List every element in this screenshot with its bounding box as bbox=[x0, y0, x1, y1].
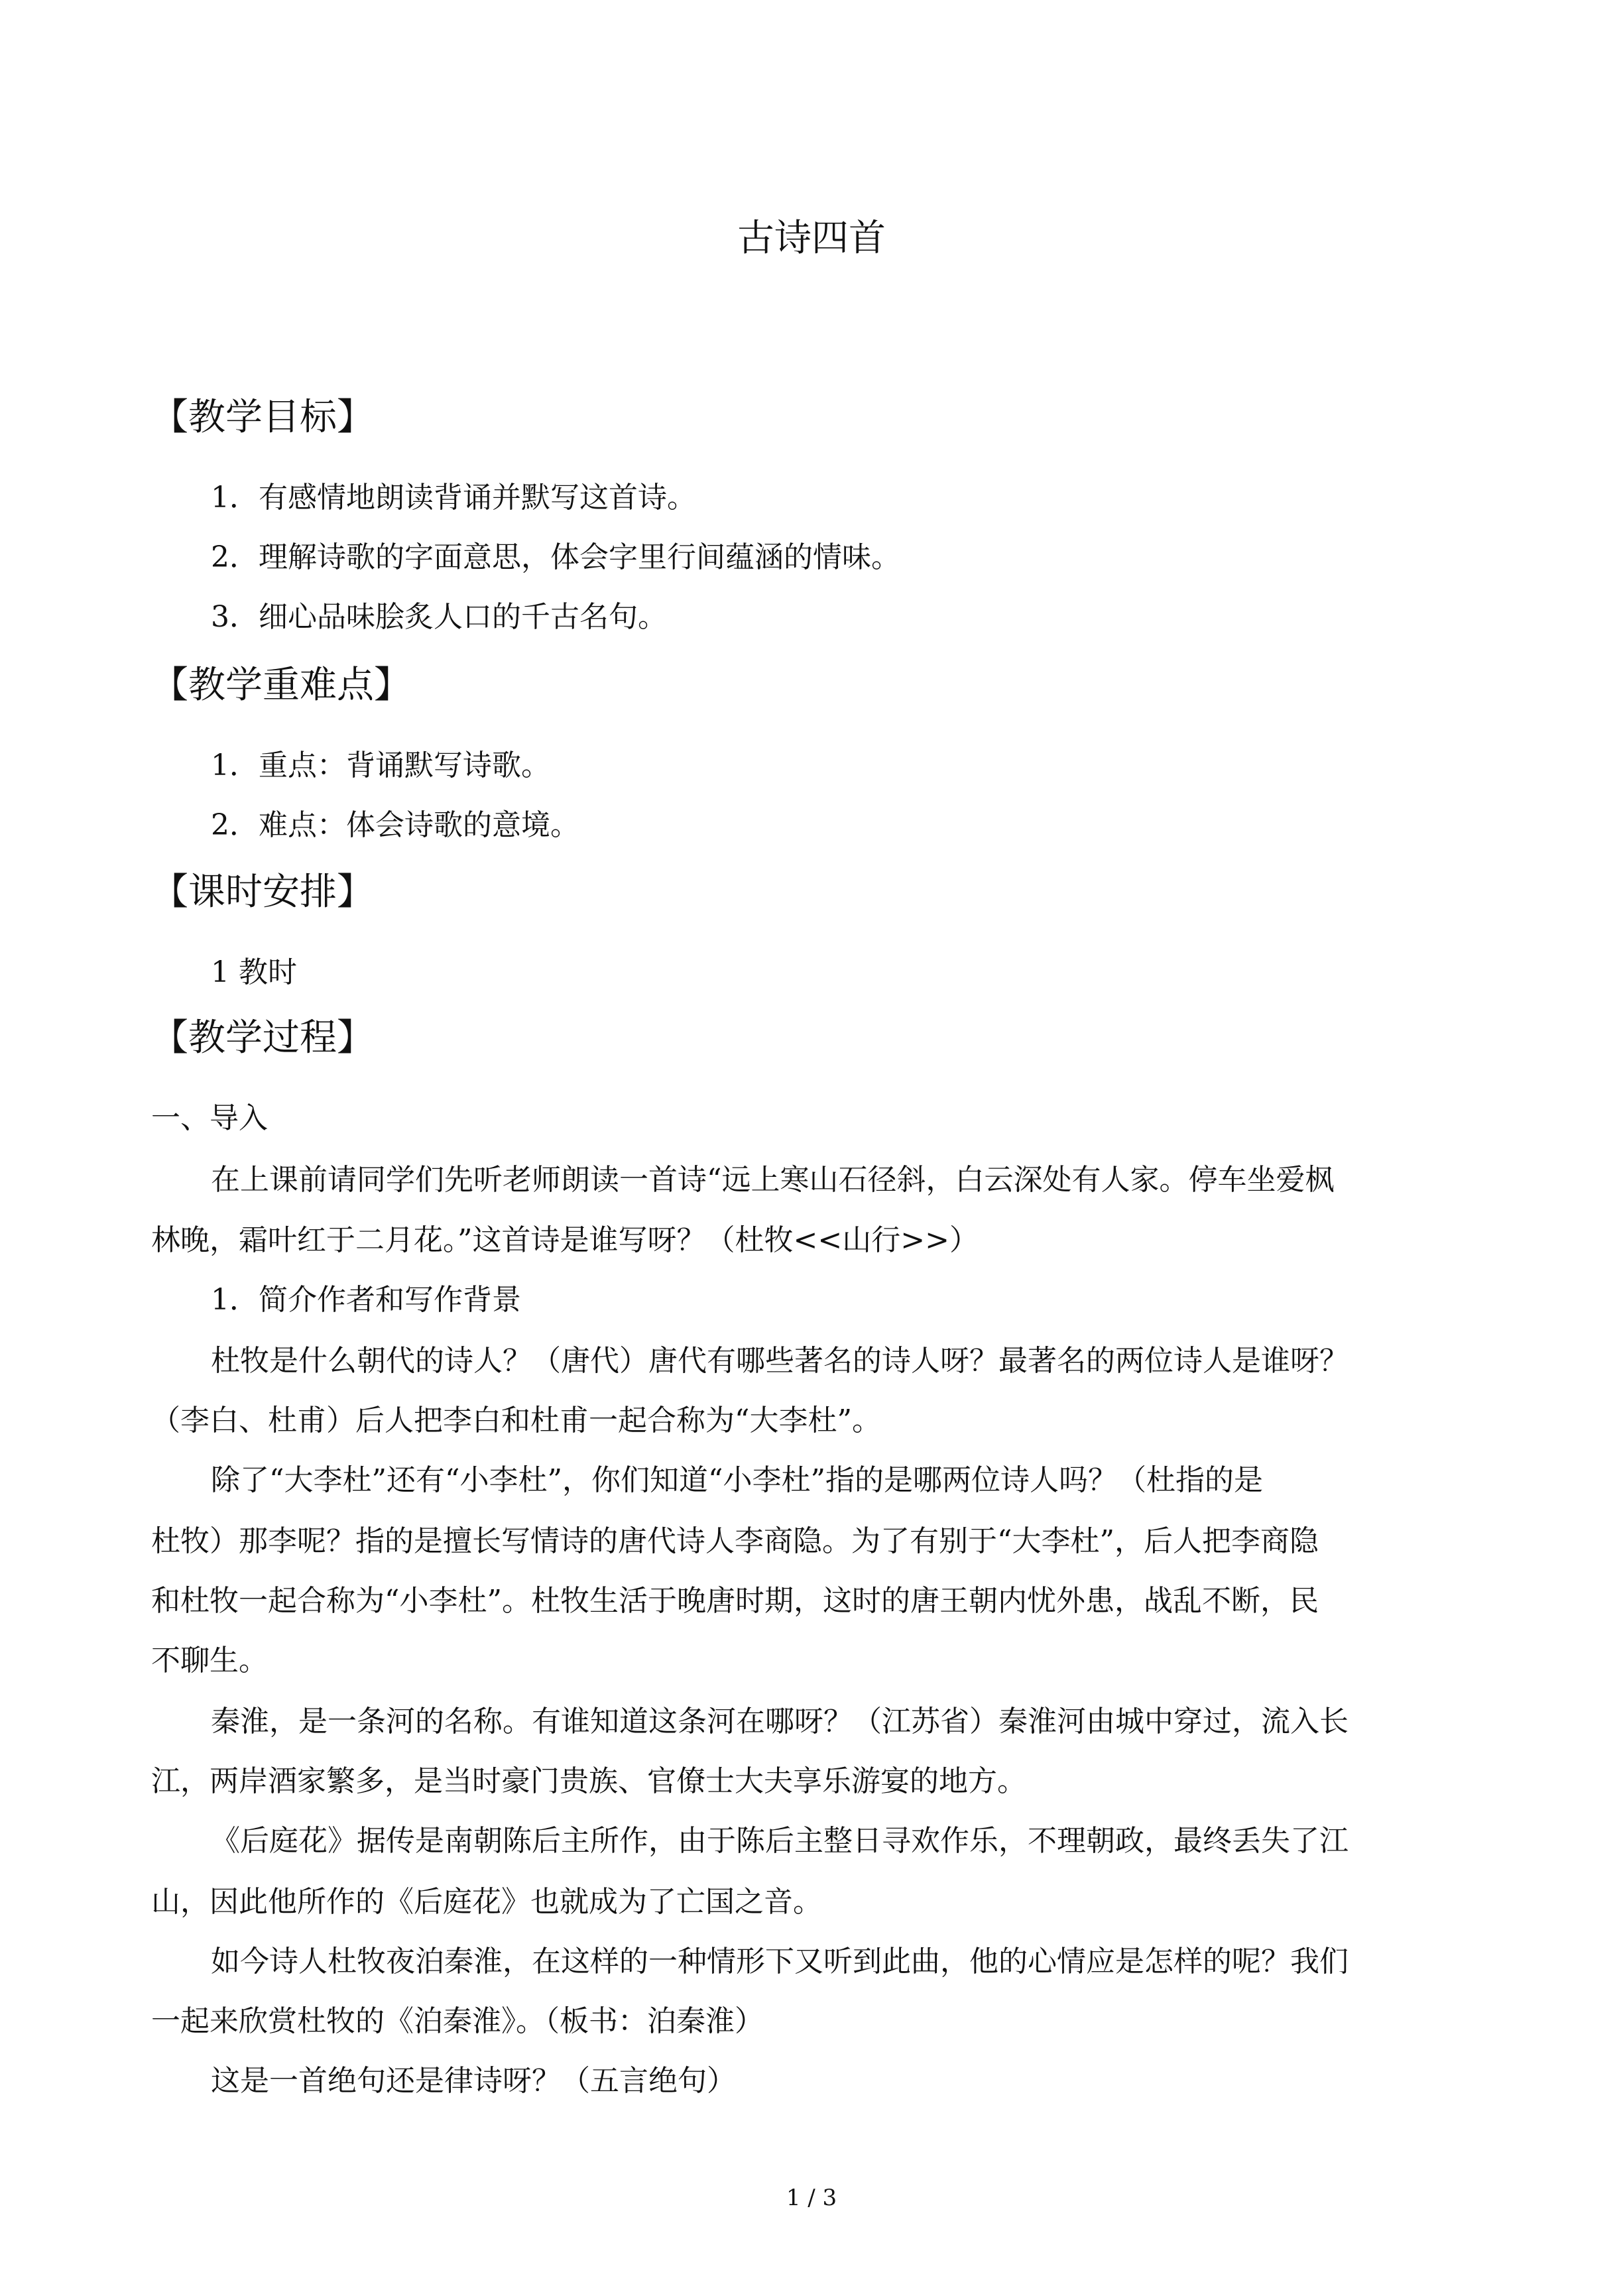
goal-item: 1．有感情地朗读背诵并默写这首诗。 bbox=[211, 481, 696, 514]
page-title: 古诗四首 bbox=[737, 217, 886, 260]
paragraph-line: 林晚，霜叶红于二月花。”这首诗是谁写呀？（杜牧<<山行>>） bbox=[151, 1223, 979, 1257]
paragraph-line: 这是一首绝句还是律诗呀？（五言绝句） bbox=[211, 2064, 736, 2098]
section-heading-schedule: 【课时安排】 bbox=[151, 871, 374, 914]
section-heading-key-points: 【教学重难点】 bbox=[151, 664, 411, 707]
goal-item: 3．细心品味脍炙人口的千古名句。 bbox=[211, 600, 667, 634]
paragraph-line: 不聊生。 bbox=[151, 1644, 268, 1677]
page-number: 1 / 3 bbox=[786, 2185, 837, 2211]
paragraph-line: 山，因此他所作的《后庭花》也就成为了亡国之音。 bbox=[151, 1885, 822, 1919]
section-heading-process: 【教学过程】 bbox=[151, 1016, 374, 1059]
paragraph-line: 《后庭花》据传是南朝陈后主所作，由于陈后主整日寻欢作乐，不理朝政，最终丢失了江 bbox=[211, 1824, 1349, 1858]
goal-item: 2．理解诗歌的字面意思，体会字里行间蕴涵的情味。 bbox=[211, 540, 900, 574]
key-point-item: 1．重点：背诵默写诗歌。 bbox=[211, 749, 550, 782]
paragraph-line: 1．简介作者和写作背景 bbox=[211, 1283, 521, 1317]
paragraph-line: 江，两岸酒家繁多，是当时豪门贵族、官僚士大夫享乐游宴的地方。 bbox=[151, 1764, 1026, 1798]
paragraph-line: 如今诗人杜牧夜泊秦淮，在这样的一种情形下又听到此曲，他的心情应是怎样的呢？我们 bbox=[211, 1945, 1349, 1978]
schedule-text: 1 教时 bbox=[211, 955, 297, 989]
paragraph-line: 除了“大李杜”还有“小李杜”，你们知道“小李杜”指的是哪两位诗人吗？（杜指的是 bbox=[211, 1463, 1263, 1497]
key-point-item: 2．难点：体会诗歌的意境。 bbox=[211, 808, 579, 842]
paragraph-line: 杜牧是什么朝代的诗人？（唐代）唐代有哪些著名的诗人呀？最著名的两位诗人是谁呀？ bbox=[211, 1344, 1349, 1378]
process-subheading: 一、导入 bbox=[151, 1101, 268, 1135]
paragraph-line: 秦淮，是一条河的名称。有谁知道这条河在哪呀？（江苏省）秦淮河由城中穿过，流入长 bbox=[211, 1705, 1349, 1738]
paragraph-line: 一起来欣赏杜牧的《泊秦淮》。（板书：泊秦淮） bbox=[151, 2004, 764, 2038]
paragraph-line: （李白、杜甫）后人把李白和杜甫一起合称为“大李杜”。 bbox=[151, 1404, 881, 1437]
paragraph-line: 杜牧）那李呢？指的是擅长写情诗的唐代诗人李商隐。为了有别于“大李杜”，后人把李商隐 bbox=[151, 1524, 1319, 1558]
paragraph-line: 和杜牧一起合称为“小李杜”。杜牧生活于晚唐时期，这时的唐王朝内忧外患，战乱不断，民 bbox=[151, 1584, 1319, 1618]
section-heading-goals: 【教学目标】 bbox=[151, 396, 374, 439]
paragraph-line: 在上课前请同学们先听老师朗读一首诗“远上寒山石径斜，白云深处有人家。停车坐爱枫 bbox=[211, 1163, 1335, 1197]
